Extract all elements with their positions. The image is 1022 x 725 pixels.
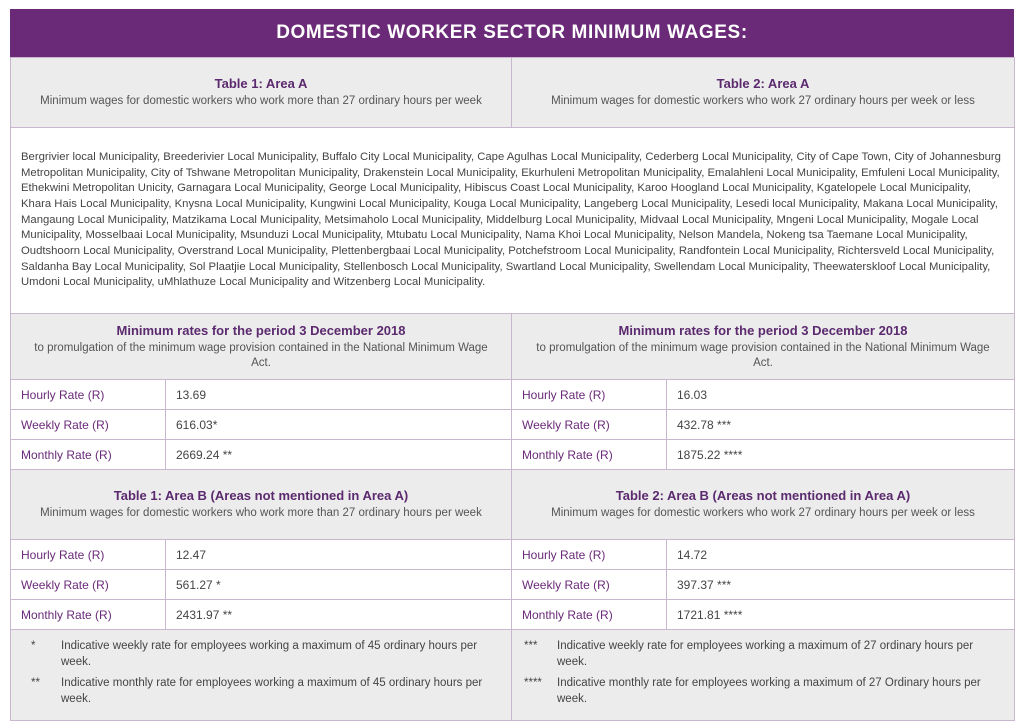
footnotes-right [512,630,1015,721]
rate-value: 12.47 [166,540,512,570]
table2-area-b-heading: Table 2: Area B (Areas not mentioned in Area A) [615,488,911,503]
rate-value: 2431.97 ** [166,600,512,630]
rate-value: 432.78 *** [667,410,1015,440]
wage-document [10,9,1014,721]
rate-label: Monthly Rate (R) [512,600,667,630]
rate-label: Monthly Rate (R) [11,440,166,470]
footnote-mark: *** [524,640,538,652]
area-a-municipalities: Bergrivier local Municipality, Breederivier Local Municipality, Buffalo City Local Municipality, Cape Agulhas Local Municipality, Cederberg Local Municipality, City of Cape Town, City of Johannesburg Metropolitan Municipality, City of Tshwane Metropolitan Municipality, Drakenstein Local Municipality, Ekurhuleni Metropolitan Municipality, Emalahleni Local Municipality, Emfuleni Local Municipality, Ethekwini Metropolitan Unicity, Garnagara Local Municipality, George Local Municipality, Hibiscus Coast Local Municipality, Karoo Hoogland Local Municipality, Kgatelopele Local Municipality, Khara Hais Local Municipality, Knysna Local Municipality, Kungwini Local Municipality, Kouga Local Municipality, Langeberg Local Municipality, Lesedi local Municipality, Makana Local Municipality, Mangaung Local Municipality, Matzikama Local Municipality, Metsimaholo Local Municipality, Middelburg Local Municipality, Midvaal Local Municipality, Mngeni Local Municipality, Mogale Local Municipality, Mosselbaai Local Municipality, Msunduzi Local Municipality, Mtubatu Local Municipality, Nama Khoi Local Municipality, Nelson Mandela, Nokeng tsa Taemane Local Municipality, Oudtshoorn Local Municipality, Overstrand Local Municipality, Plettenbergbaai Local Municipality, Potchefstroom Local Municipality, Randfontein Local Municipality, Richtersveld Local Municipality, Saldanha Bay Local Municipality, Sol Plaatjie Local Municipality, Stellenbosch Local Municipality, Swartland Local Municipality, Swellendam Local Municipality, Theewaterskloof Local Municipality, Umdoni Local Municipality, uMhlathuze Local Municipality and Witzenberg Local Municipality. [11,128,1015,314]
period-header-left [11,314,512,380]
rate-value: 16.03 [667,380,1015,410]
table-row [11,380,1015,410]
rate-value: 14.72 [667,540,1015,570]
rate-label: Hourly Rate (R) [11,540,166,570]
page-title: DOMESTIC WORKER SECTOR MINIMUM WAGES: [10,9,1014,57]
rate-value: 2669.24 ** [166,440,512,470]
table1-area-b-description: Minimum wages for domestic workers who work more than 27 ordinary hours per week [40,507,482,519]
footnote-text: Indicative weekly rate for employees working a maximum of 45 ordinary hours per week. [61,640,478,668]
footnote [522,638,1004,670]
rate-value: 13.69 [166,380,512,410]
rate-value: 397.37 *** [667,570,1015,600]
table1-area-a-description: Minimum wages for domestic workers who work more than 27 ordinary hours per week [40,95,482,107]
footnote-mark: * [31,640,36,652]
rate-label: Monthly Rate (R) [512,440,667,470]
footnotes-left [11,630,512,721]
footnote [522,675,1004,707]
period-description-left: to promulgation of the minimum wage provision contained in the National Minimum Wage Act. [34,341,488,369]
table1-area-b-heading: Table 1: Area B (Areas not mentioned in Area A) [113,488,409,503]
rate-label: Hourly Rate (R) [512,380,667,410]
footnote [21,638,501,670]
rate-value: 1875.22 **** [667,440,1015,470]
rate-label: Hourly Rate (R) [512,540,667,570]
table2-area-a-header [512,58,1015,128]
footnote-text: Indicative weekly rate for employees working a maximum of 27 ordinary hours per week. [557,640,974,668]
rate-value: 561.27 * [166,570,512,600]
rate-value: 1721.81 **** [667,600,1015,630]
footnote-mark: ** [31,677,40,689]
period-header-right [512,314,1015,380]
table-row [11,440,1015,470]
footnote [21,675,501,707]
table-row [11,410,1015,440]
table1-area-a-heading: Table 1: Area A [214,76,308,91]
footnote-mark: **** [524,677,542,689]
table1-area-b-header [11,470,512,540]
table2-area-b-header [512,470,1015,540]
table1-area-a-header [11,58,512,128]
footnote-text: Indicative monthly rate for employees working a maximum of 27 Ordinary hours per week. [557,677,981,705]
table-row [11,600,1015,630]
rate-label: Weekly Rate (R) [11,570,166,600]
table2-area-b-description: Minimum wages for domestic workers who work 27 ordinary hours per week or less [551,507,975,519]
table-row [11,570,1015,600]
rate-label: Weekly Rate (R) [512,410,667,440]
rate-label: Weekly Rate (R) [11,410,166,440]
rate-value: 616.03* [166,410,512,440]
period-heading-left: Minimum rates for the period 3 December 2018 [116,322,406,338]
rate-label: Hourly Rate (R) [11,380,166,410]
table2-area-a-description: Minimum wages for domestic workers who work 27 ordinary hours per week or less [551,95,975,107]
period-heading-right: Minimum rates for the period 3 December 2018 [618,322,908,338]
wage-table [10,57,1015,721]
rate-label: Weekly Rate (R) [512,570,667,600]
rate-label: Monthly Rate (R) [11,600,166,630]
table2-area-a-heading: Table 2: Area A [716,76,810,91]
footnote-text: Indicative monthly rate for employees working a maximum of 45 ordinary hours per week. [61,677,483,705]
table-row [11,540,1015,570]
period-description-right: to promulgation of the minimum wage provision contained in the National Minimum Wage Act. [536,341,990,369]
